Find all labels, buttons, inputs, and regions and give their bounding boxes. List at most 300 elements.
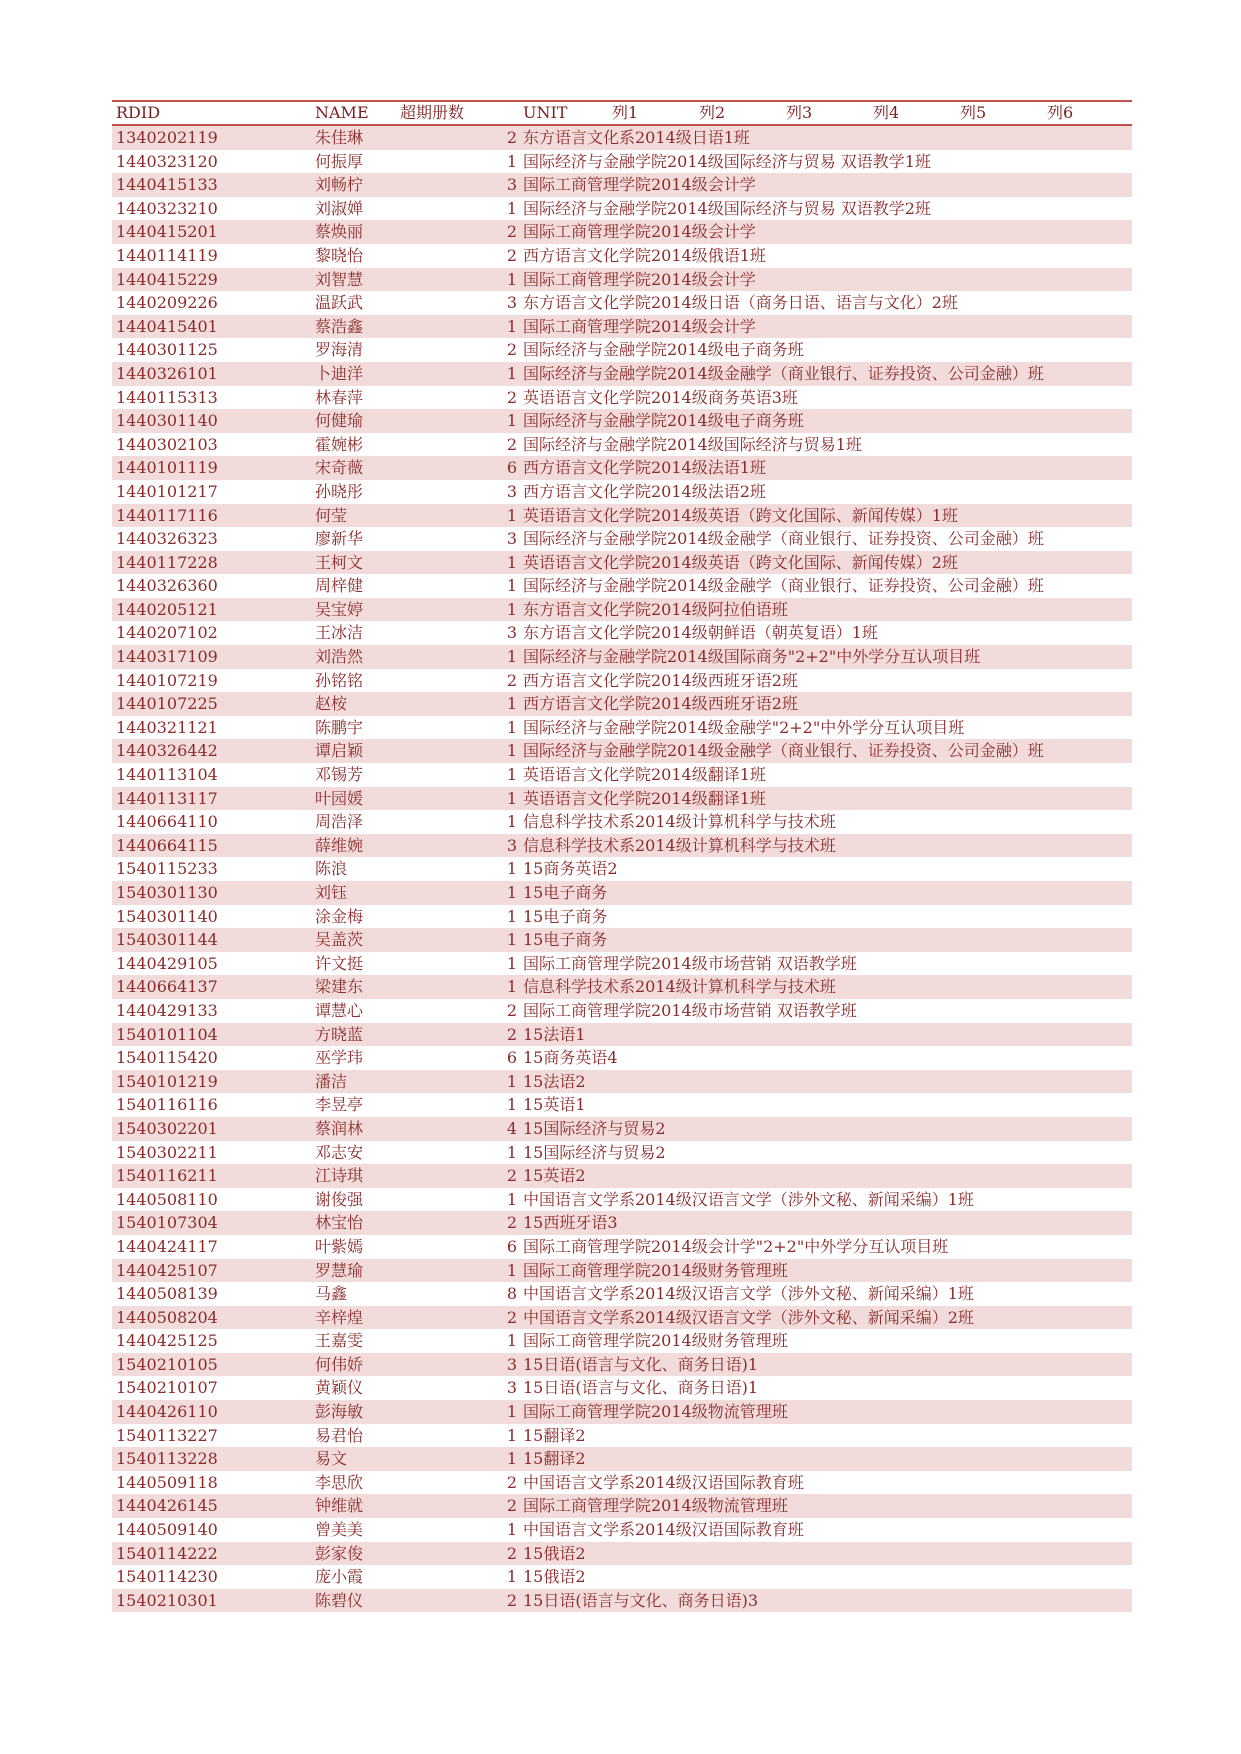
cell-overdue-count: 1 (506, 788, 517, 808)
cell-unit: 国际工商管理学院2014级会计学 (523, 222, 756, 242)
cell-overdue-count: 1 (506, 1402, 517, 1422)
cell-overdue-count: 2 (506, 245, 517, 265)
cell-overdue-count: 2 (506, 1543, 517, 1563)
cell-rdid: 1440205121 (116, 599, 218, 619)
table-row[interactable] (112, 1235, 1132, 1259)
cell-rdid: 1440115313 (116, 387, 218, 407)
cell-overdue-count: 1 (506, 1260, 517, 1280)
cell-rdid: 1440424117 (116, 1236, 218, 1256)
cell-name: 卜迪洋 (315, 363, 364, 383)
header-overdue-count[interactable]: 超期册数 (400, 103, 465, 122)
cell-rdid: 1440664115 (116, 835, 218, 855)
cell-rdid: 1540210105 (116, 1354, 218, 1374)
header-unit[interactable]: UNIT (523, 103, 568, 122)
cell-name: 钟维就 (315, 1496, 364, 1516)
cell-rdid: 1440114119 (116, 245, 218, 265)
cell-unit: 国际工商管理学院2014级市场营销 双语教学班 (523, 953, 857, 973)
cell-name: 李思欣 (315, 1472, 364, 1492)
cell-name: 孙晓彤 (315, 481, 364, 501)
cell-overdue-count: 6 (506, 1048, 517, 1068)
table-row[interactable] (112, 386, 1132, 410)
cell-unit: 15英语2 (523, 1166, 586, 1186)
header-col3[interactable]: 列3 (786, 103, 813, 122)
cell-name: 江诗琪 (315, 1166, 364, 1186)
cell-unit: 西方语言文化学院2014级法语1班 (523, 458, 766, 478)
table-row[interactable] (112, 810, 1132, 834)
cell-name: 潘洁 (315, 1071, 348, 1091)
cell-name: 薛维婉 (315, 835, 364, 855)
table-row[interactable] (112, 645, 1132, 669)
cell-name: 庞小霞 (315, 1567, 364, 1587)
cell-name: 何振厚 (315, 151, 364, 171)
cell-overdue-count: 3 (506, 1378, 517, 1398)
table-row[interactable] (112, 1518, 1132, 1542)
cell-overdue-count: 1 (506, 812, 517, 832)
cell-unit: 国际经济与金融学院2014级金融学（商业银行、证券投资、公司金融）班 (523, 363, 1044, 383)
table-row[interactable] (112, 716, 1132, 740)
table-row[interactable] (112, 338, 1132, 362)
cell-name: 温跃武 (315, 293, 364, 313)
table-row[interactable] (112, 268, 1132, 292)
cell-overdue-count: 1 (506, 906, 517, 926)
cell-unit: 15翻译2 (523, 1449, 586, 1469)
cell-overdue-count: 6 (506, 458, 517, 478)
cell-name: 刘钰 (315, 883, 348, 902)
cell-unit: 西方语言文化学院2014级法语2班 (523, 481, 766, 501)
cell-unit: 国际工商管理学院2014级物流管理班 (523, 1496, 788, 1516)
cell-overdue-count: 1 (506, 1425, 517, 1445)
table-row[interactable] (112, 1424, 1132, 1448)
cell-unit: 西方语言文化学院2014级西班牙语2班 (523, 670, 798, 690)
table-row[interactable] (112, 857, 1132, 881)
table-row[interactable] (112, 1400, 1132, 1424)
cell-unit: 东方语言文化学院2014级朝鲜语（朝英复语）1班 (523, 623, 878, 643)
cell-unit: 15商务英语2 (523, 859, 618, 879)
cell-rdid: 1440326442 (116, 741, 218, 761)
cell-rdid: 1440508204 (116, 1307, 218, 1327)
cell-unit: 信息科学技术系2014级计算机科学与技术班 (523, 812, 836, 832)
table-row[interactable] (112, 1542, 1132, 1566)
cell-rdid: 1540115233 (116, 859, 218, 879)
cell-rdid: 1540301130 (116, 883, 218, 902)
table-row[interactable] (112, 1093, 1132, 1117)
cell-name: 蔡焕丽 (315, 222, 364, 242)
cell-rdid: 1440107219 (116, 670, 218, 690)
cell-name: 王柯文 (315, 552, 364, 572)
cell-unit: 15英语1 (523, 1095, 586, 1115)
table-row[interactable] (112, 669, 1132, 693)
table-row[interactable] (112, 1353, 1132, 1377)
cell-rdid: 1540115420 (116, 1048, 218, 1068)
cell-rdid: 1440209226 (116, 293, 218, 313)
cell-name: 何莹 (315, 505, 348, 525)
header-col2[interactable]: 列2 (699, 103, 726, 122)
cell-unit: 国际工商管理学院2014级物流管理班 (523, 1402, 788, 1422)
table-row[interactable] (112, 1494, 1132, 1518)
cell-unit: 国际工商管理学院2014级会计学 (523, 316, 756, 336)
header-col4[interactable]: 列4 (873, 103, 900, 122)
cell-unit: 15法语1 (523, 1024, 586, 1044)
cell-overdue-count: 2 (506, 1000, 517, 1020)
cell-overdue-count: 1 (506, 1071, 517, 1091)
cell-rdid: 1540301140 (116, 906, 218, 926)
cell-rdid: 1440415201 (116, 222, 218, 242)
cell-rdid: 1440326323 (116, 529, 218, 549)
cell-rdid: 1440317109 (116, 647, 218, 667)
cell-name: 邓锡芳 (315, 765, 364, 785)
table-row[interactable] (112, 527, 1132, 551)
cell-unit: 15商务英语4 (523, 1048, 618, 1068)
cell-name: 吴宝婷 (315, 599, 364, 619)
cell-name: 叶园媛 (315, 788, 364, 808)
cell-rdid: 1440107225 (116, 694, 218, 714)
cell-unit: 国际工商管理学院2014级会计学 (523, 269, 756, 289)
cell-rdid: 1440415229 (116, 269, 218, 289)
cell-overdue-count: 2 (506, 434, 517, 454)
header-col1[interactable]: 列1 (612, 103, 639, 122)
cell-rdid: 1540302201 (116, 1118, 218, 1138)
table-row[interactable] (112, 975, 1132, 999)
table-row[interactable] (112, 1117, 1132, 1141)
cell-unit: 英语语言文化学院2014级翻译1班 (523, 788, 766, 808)
cell-unit: 国际工商管理学院2014级会计学 (523, 175, 756, 195)
cell-overdue-count: 2 (506, 1213, 517, 1233)
cell-overdue-count: 1 (506, 647, 517, 667)
table-row[interactable] (112, 739, 1132, 763)
table-row[interactable] (112, 1070, 1132, 1094)
cell-name: 刘畅柠 (315, 175, 364, 195)
table-row[interactable] (112, 173, 1132, 197)
cell-overdue-count: 2 (506, 387, 517, 407)
cell-overdue-count: 4 (506, 1118, 517, 1138)
cell-unit: 中国语言文学系2014级汉语国际教育班 (523, 1472, 804, 1492)
cell-overdue-count: 1 (506, 977, 517, 997)
cell-unit: 15日语(语言与文化、商务日语)3 (523, 1590, 759, 1610)
table-row[interactable] (112, 1023, 1132, 1047)
table-row[interactable] (112, 1376, 1132, 1400)
cell-name: 霍婉彬 (315, 434, 364, 454)
cell-overdue-count: 1 (506, 505, 517, 525)
cell-overdue-count: 1 (506, 363, 517, 383)
cell-overdue-count: 8 (506, 1284, 517, 1304)
cell-name: 陈碧仪 (315, 1590, 364, 1610)
cell-name: 易君怡 (315, 1425, 364, 1445)
table-row[interactable] (112, 197, 1132, 221)
cell-name: 叶紫嫣 (315, 1236, 364, 1256)
cell-overdue-count: 1 (506, 741, 517, 761)
cell-name: 廖新华 (315, 529, 364, 549)
table-row[interactable] (112, 1306, 1132, 1330)
cell-rdid: 1440302103 (116, 434, 218, 454)
cell-unit: 15国际经济与贸易2 (523, 1118, 666, 1138)
cell-overdue-count: 1 (506, 599, 517, 619)
cell-name: 马鑫 (315, 1284, 348, 1304)
cell-overdue-count: 2 (506, 1496, 517, 1516)
cell-name: 王冰洁 (315, 623, 364, 643)
cell-rdid: 1440113104 (116, 765, 218, 785)
cell-name: 周梓健 (315, 576, 364, 596)
cell-name: 林春萍 (315, 387, 364, 407)
cell-rdid: 1440207102 (116, 623, 218, 643)
table-row[interactable] (112, 291, 1132, 315)
table-row[interactable] (112, 126, 1132, 150)
cell-rdid: 1440429105 (116, 953, 218, 973)
table-row[interactable] (112, 928, 1132, 952)
table-row[interactable] (112, 952, 1132, 976)
cell-overdue-count: 1 (506, 859, 517, 879)
cell-overdue-count: 2 (506, 670, 517, 690)
cell-rdid: 1440323210 (116, 198, 218, 218)
cell-overdue-count: 3 (506, 529, 517, 549)
table-row[interactable] (112, 220, 1132, 244)
cell-overdue-count: 2 (506, 1166, 517, 1186)
cell-rdid: 1540210301 (116, 1590, 218, 1610)
cell-rdid: 1440509118 (116, 1472, 218, 1492)
table-row[interactable] (112, 504, 1132, 528)
cell-unit: 15俄语2 (523, 1567, 586, 1587)
cell-unit: 英语语言文化学院2014级翻译1班 (523, 765, 766, 785)
table-row[interactable] (112, 1565, 1132, 1589)
table-row[interactable] (112, 999, 1132, 1023)
cell-unit: 国际经济与金融学院2014级金融学（商业银行、证券投资、公司金融）班 (523, 741, 1044, 761)
cell-unit: 国际工商管理学院2014级财务管理班 (523, 1331, 788, 1351)
cell-rdid: 1440426145 (116, 1496, 218, 1516)
cell-overdue-count: 1 (506, 1520, 517, 1540)
cell-name: 许文挺 (315, 953, 364, 973)
table-row[interactable] (112, 1141, 1132, 1165)
table-row[interactable] (112, 905, 1132, 929)
cell-rdid: 1440326360 (116, 576, 218, 596)
cell-rdid: 1440101217 (116, 481, 218, 501)
cell-name: 陈浪 (315, 859, 348, 879)
cell-unit: 信息科学技术系2014级计算机科学与技术班 (523, 835, 836, 855)
cell-name: 彭家俊 (315, 1543, 364, 1563)
cell-rdid: 1540113228 (116, 1449, 218, 1469)
cell-rdid: 1440117228 (116, 552, 218, 572)
header-name[interactable]: NAME (315, 103, 369, 122)
table-row[interactable] (112, 1259, 1132, 1283)
cell-rdid: 1440117116 (116, 505, 218, 525)
cell-name: 罗慧瑜 (315, 1260, 364, 1280)
cell-unit: 英语语言文化学院2014级商务英语3班 (523, 387, 798, 407)
table-row[interactable] (112, 1447, 1132, 1471)
cell-rdid: 1440415401 (116, 316, 218, 336)
cell-rdid: 1440426110 (116, 1402, 218, 1422)
cell-rdid: 1440508110 (116, 1189, 218, 1209)
cell-unit: 国际经济与金融学院2014级国际商务"2+2"中外学分互认项目班 (523, 647, 981, 667)
cell-overdue-count: 1 (506, 1142, 517, 1162)
table-row[interactable] (112, 150, 1132, 174)
cell-overdue-count: 1 (506, 576, 517, 596)
cell-name: 易文 (315, 1449, 348, 1469)
cell-unit: 国际经济与金融学院2014级电子商务班 (523, 411, 804, 431)
cell-name: 刘浩然 (315, 647, 364, 667)
table-row[interactable] (112, 362, 1132, 386)
table-row[interactable] (112, 1329, 1132, 1353)
cell-rdid: 1540114222 (116, 1543, 218, 1563)
table-row[interactable] (112, 1188, 1132, 1212)
cell-unit: 15电子商务 (523, 883, 608, 902)
cell-rdid: 1440323120 (116, 151, 218, 171)
cell-unit: 国际经济与金融学院2014级国际经济与贸易1班 (523, 434, 862, 454)
cell-name: 巫学玮 (315, 1048, 364, 1068)
cell-unit: 15日语(语言与文化、商务日语)1 (523, 1354, 759, 1374)
cell-rdid: 1540302211 (116, 1142, 218, 1162)
cell-name: 何健瑜 (315, 411, 364, 431)
cell-overdue-count: 2 (506, 340, 517, 360)
cell-name: 方晓蓝 (315, 1024, 364, 1044)
cell-unit: 东方语言文化系2014级日语1班 (523, 128, 750, 147)
cell-unit: 15电子商务 (523, 930, 608, 950)
cell-overdue-count: 1 (506, 953, 517, 973)
table-row[interactable] (112, 1282, 1132, 1306)
cell-overdue-count: 3 (506, 623, 517, 643)
table-row[interactable] (112, 1471, 1132, 1495)
cell-rdid: 1540101219 (116, 1071, 218, 1091)
cell-name: 梁建东 (315, 977, 364, 997)
cell-overdue-count: 3 (506, 175, 517, 195)
header-rdid[interactable]: RDID (116, 103, 161, 122)
header-col6[interactable]: 列6 (1047, 103, 1074, 122)
cell-name: 朱佳琳 (315, 128, 364, 147)
cell-name: 刘淑婵 (315, 198, 364, 218)
cell-overdue-count: 3 (506, 835, 517, 855)
table-row[interactable] (112, 598, 1132, 622)
cell-overdue-count: 1 (506, 316, 517, 336)
cell-name: 王嘉雯 (315, 1331, 364, 1351)
cell-name: 谭慧心 (315, 1000, 364, 1020)
cell-overdue-count: 1 (506, 1449, 517, 1469)
cell-unit: 英语语言文化学院2014级英语（跨文化国际、新闻传媒）1班 (523, 505, 958, 525)
cell-rdid: 1540116211 (116, 1166, 218, 1186)
cell-unit: 15国际经济与贸易2 (523, 1142, 666, 1162)
cell-unit: 国际经济与金融学院2014级电子商务班 (523, 340, 804, 360)
cell-name: 彭海敏 (315, 1402, 364, 1422)
cell-unit: 15翻译2 (523, 1425, 586, 1445)
cell-rdid: 1540113227 (116, 1425, 218, 1445)
table-row[interactable] (112, 480, 1132, 504)
cell-rdid: 1440509140 (116, 1520, 218, 1540)
cell-rdid: 1440664110 (116, 812, 218, 832)
cell-overdue-count: 1 (506, 765, 517, 785)
cell-name: 谭启颖 (315, 741, 364, 761)
cell-overdue-count: 1 (506, 198, 517, 218)
cell-rdid: 1440326101 (116, 363, 218, 383)
table-row[interactable] (112, 692, 1132, 716)
cell-rdid: 1440425125 (116, 1331, 218, 1351)
cell-unit: 英语语言文化学院2014级英语（跨文化国际、新闻传媒）2班 (523, 552, 958, 572)
cell-overdue-count: 1 (506, 411, 517, 431)
cell-overdue-count: 3 (506, 481, 517, 501)
cell-rdid: 1440508139 (116, 1284, 218, 1304)
cell-unit: 15俄语2 (523, 1543, 586, 1563)
cell-unit: 东方语言文化学院2014级阿拉伯语班 (523, 599, 788, 619)
cell-rdid: 1540301144 (116, 930, 218, 950)
cell-rdid: 1440425107 (116, 1260, 218, 1280)
cell-overdue-count: 2 (506, 1472, 517, 1492)
cell-rdid: 1440415133 (116, 175, 218, 195)
table-row[interactable] (112, 621, 1132, 645)
cell-name: 宋奇薇 (315, 458, 364, 478)
cell-name: 刘智慧 (315, 269, 364, 289)
table-row[interactable] (112, 1211, 1132, 1235)
cell-rdid: 1440301125 (116, 340, 218, 360)
cell-unit: 中国语言文学系2014级汉语言文学（涉外文秘、新闻采编）2班 (523, 1307, 974, 1327)
table-body (112, 126, 1132, 1612)
cell-rdid: 1440321121 (116, 717, 218, 737)
cell-overdue-count: 1 (506, 1331, 517, 1351)
cell-name: 黄颖仪 (315, 1378, 364, 1398)
cell-unit: 15西班牙语3 (523, 1213, 618, 1233)
table-row[interactable] (112, 1164, 1132, 1188)
table-row[interactable] (112, 574, 1132, 598)
cell-overdue-count: 1 (506, 930, 517, 950)
cell-unit: 国际经济与金融学院2014级金融学"2+2"中外学分互认项目班 (523, 717, 965, 737)
cell-name: 周浩泽 (315, 812, 364, 832)
cell-name: 曾美美 (315, 1520, 364, 1540)
overdue-table (112, 100, 1132, 1612)
cell-rdid: 1440113117 (116, 788, 218, 808)
table-row[interactable] (112, 244, 1132, 268)
cell-name: 孙铭铭 (315, 670, 364, 690)
cell-name: 邓志安 (315, 1142, 364, 1162)
cell-rdid: 1340202119 (116, 128, 218, 147)
cell-name: 陈鹏宇 (315, 717, 364, 737)
table-row[interactable] (112, 763, 1132, 787)
table-row[interactable] (112, 315, 1132, 339)
table-row[interactable] (112, 551, 1132, 575)
cell-name: 辛梓煌 (315, 1307, 364, 1327)
cell-name: 吴盖茨 (315, 930, 364, 950)
cell-name: 蔡浩鑫 (315, 316, 364, 336)
cell-unit: 国际工商管理学院2014级市场营销 双语教学班 (523, 1000, 857, 1020)
cell-overdue-count: 1 (506, 883, 517, 902)
cell-overdue-count: 1 (506, 269, 517, 289)
table-row[interactable] (112, 881, 1132, 905)
cell-unit: 15日语(语言与文化、商务日语)1 (523, 1378, 759, 1398)
cell-unit: 西方语言文化学院2014级俄语1班 (523, 245, 766, 265)
cell-unit: 西方语言文化学院2014级西班牙语2班 (523, 694, 798, 714)
cell-unit: 国际经济与金融学院2014级金融学（商业银行、证券投资、公司金融）班 (523, 529, 1044, 549)
cell-name: 谢俊强 (315, 1189, 364, 1209)
cell-unit: 国际经济与金融学院2014级国际经济与贸易 双语教学2班 (523, 198, 931, 218)
cell-unit: 中国语言文学系2014级汉语国际教育班 (523, 1520, 804, 1540)
table-row[interactable] (112, 409, 1132, 433)
cell-name: 何伟娇 (315, 1354, 364, 1374)
table-row[interactable] (112, 787, 1132, 811)
cell-rdid: 1440101119 (116, 458, 218, 478)
cell-overdue-count: 1 (506, 1095, 517, 1115)
table-row[interactable] (112, 433, 1132, 457)
cell-overdue-count: 1 (506, 151, 517, 171)
header-col5[interactable]: 列5 (960, 103, 987, 122)
cell-overdue-count: 1 (506, 1567, 517, 1587)
cell-rdid: 1440664137 (116, 977, 218, 997)
cell-name: 林宝怡 (315, 1213, 364, 1233)
cell-overdue-count: 6 (506, 1236, 517, 1256)
table-row[interactable] (112, 456, 1132, 480)
cell-overdue-count: 2 (506, 128, 517, 147)
cell-rdid: 1440301140 (116, 411, 218, 431)
table-row[interactable] (112, 834, 1132, 858)
cell-rdid: 1440429133 (116, 1000, 218, 1020)
table-row[interactable] (112, 1589, 1132, 1613)
cell-unit: 国际经济与金融学院2014级国际经济与贸易 双语教学1班 (523, 151, 931, 171)
cell-rdid: 1540107304 (116, 1213, 218, 1233)
cell-unit: 中国语言文学系2014级汉语言文学（涉外文秘、新闻采编）1班 (523, 1189, 974, 1209)
cell-name: 罗海清 (315, 340, 364, 360)
table-row[interactable] (112, 1046, 1132, 1070)
